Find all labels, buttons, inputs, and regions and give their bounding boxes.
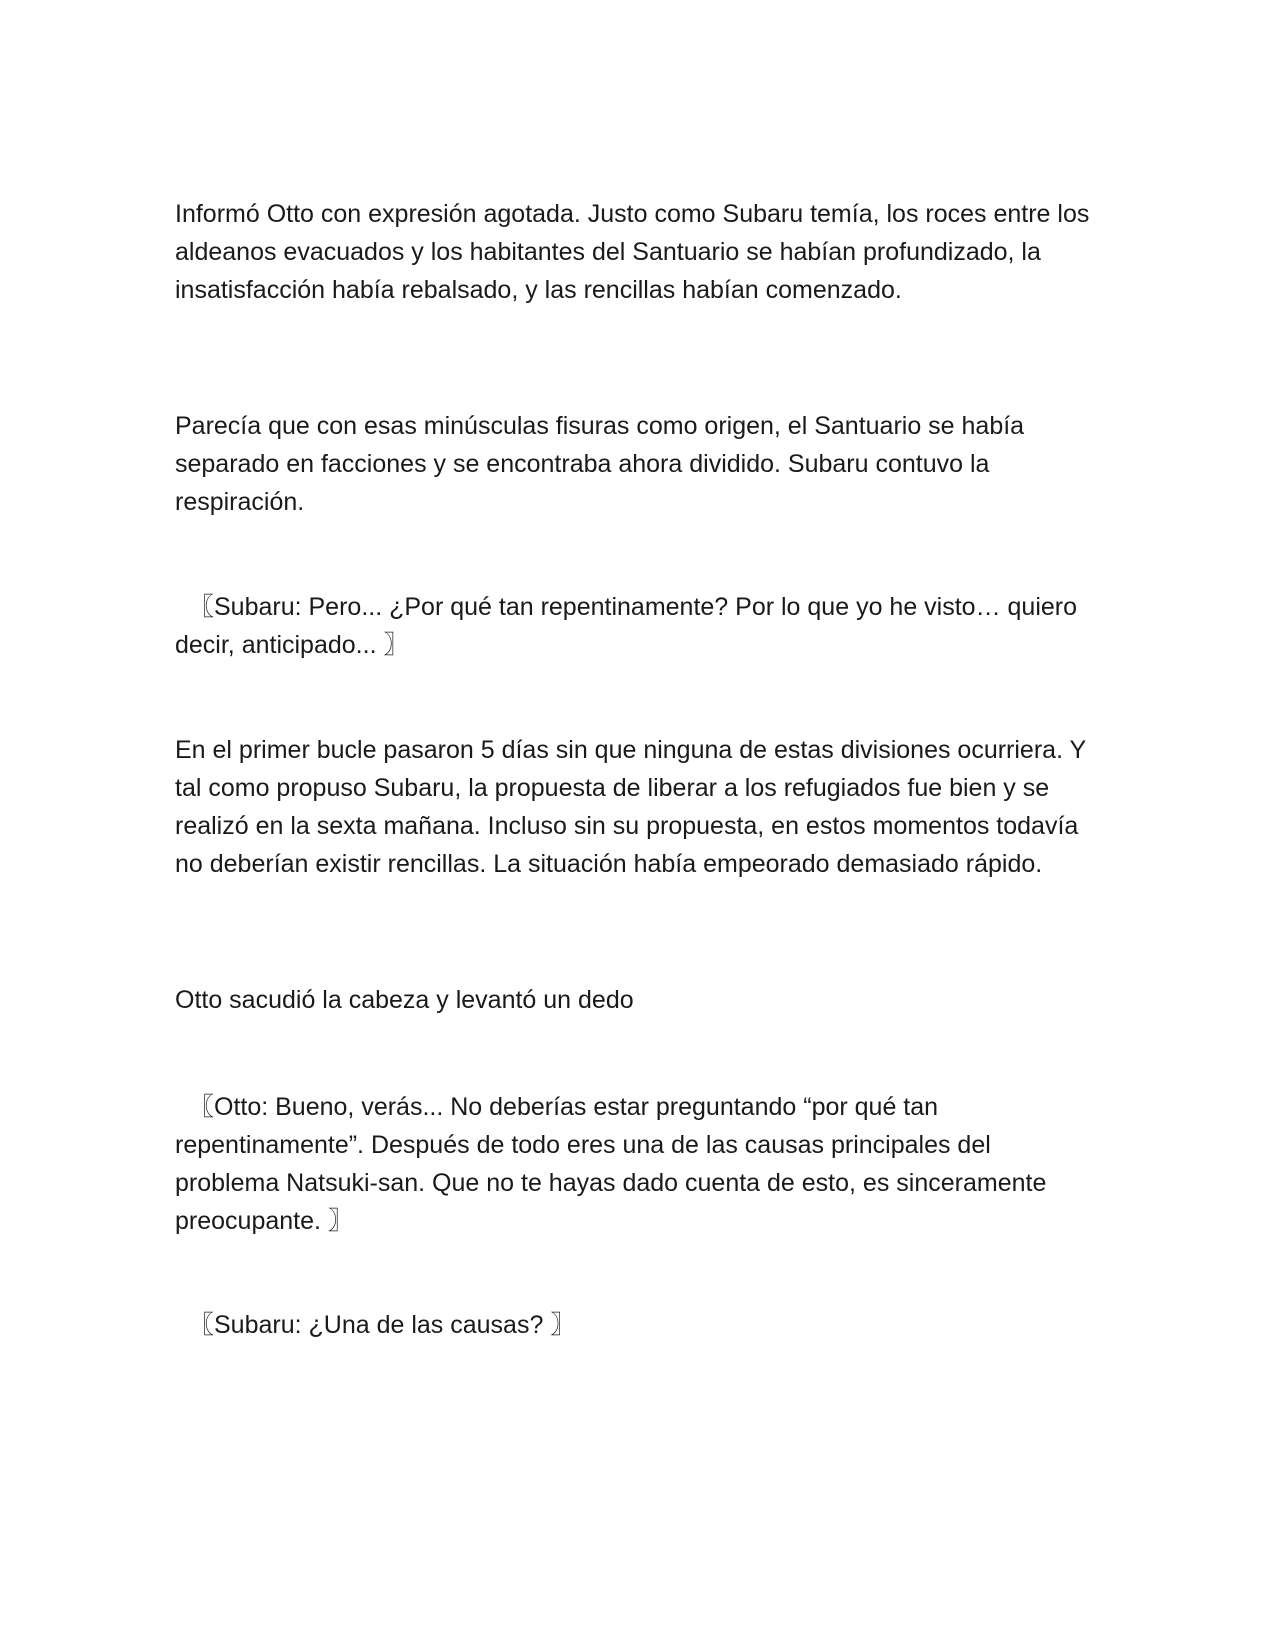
paragraph-narration: Otto sacudió la cabeza y levantó un dedo [175, 986, 634, 1014]
paragraph-narration: Parecía que con esas minúsculas fisuras como origen, el Santuario se había separado en facciones y se encontraba ahora dividido. Subaru contuvo la respiración. [175, 412, 1025, 516]
paragraph-narration: Informó Otto con expresión agotada. Justo como Subaru temía, los roces entre los aldeanos evacuados y los habitantes del Santuario se habían profundizado, la insatisfacción había rebalsado, y las rencillas habían comenzado. [175, 200, 1090, 304]
paragraph-narration: En el primer bucle pasaron 5 días sin que ninguna de estas divisiones ocurriera. Y tal como propuso Subaru, la propuesta de liberar a los refugiados fue bien y se realizó en la sexta mañana. Incluso sin su propuesta, en estos momentos todavía no deberían existir rencillas. La situación había empeorado demasiado rápido. [175, 736, 1086, 878]
paragraph-dialogue: 〖Subaru: ¿Una de las causas? 〗 [189, 1311, 576, 1339]
paragraph-dialogue: 〖Subaru: Pero... ¿Por qué tan repentinamente? Por lo que yo he visto… quiero decir, anticipado... 〗 [175, 593, 1078, 659]
paragraph-dialogue: 〖Otto: Bueno, verás... No deberías estar preguntando “por qué tan repentinamente”. Después de todo eres una de las causas principales del problema Natsuki-san. Que no te hayas dado cuenta de esto, es sinceramente preocupante. 〗 [175, 1093, 1047, 1235]
